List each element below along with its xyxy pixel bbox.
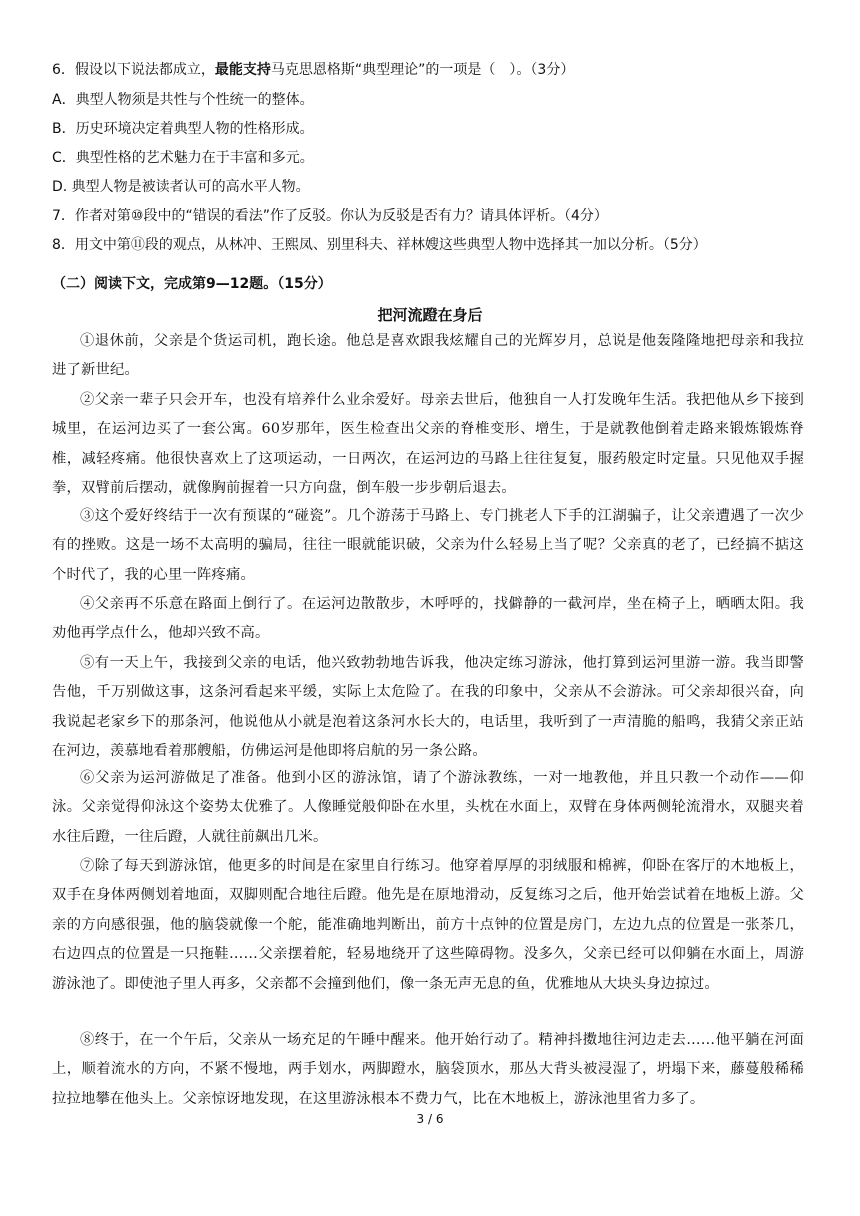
question-8: 8．用文中第⑪段的观点，从林冲、王熙凤、别里科夫、祥林嫂这些典型人物中选择其一加以分析。（5分） — [52, 237, 707, 253]
question-6-emphasis: 最能支持 — [214, 62, 271, 78]
article-title: 把河流蹬在身后 — [377, 306, 483, 324]
option-d: D. 典型人物是被读者认可的高水平人物。 — [52, 179, 310, 195]
paragraph-4: ④父亲再不乐意在路面上倒行了。在运河边散散步，木呼呼的，找僻静的一截河岸，坐在椅子上，晒晒太阳。我劝他再学点什么，他却兴致不高。 — [52, 596, 804, 642]
question-7: 7．作者对第⑩段中的“错误的看法”作了反驳。你认为反驳是否有力？请具体评析。（4分） — [52, 208, 608, 224]
option-b: B．历史环境决定着典型人物的性格形成。 — [52, 121, 314, 137]
option-c: C．典型性格的艺术魅力在于丰富和多元。 — [52, 150, 314, 166]
paragraph-3: ③这个爱好终结于一次有预谋的“碰瓷”。几个游荡于马路上、专门挑老人下手的江湖骗子，让父亲遭遇了一次少有的挫败。这是一场不太高明的骗局，往往一眼就能识破，父亲为什么轻易上当了呢？父亲真的老了，已经搞不掂这个时代了，我的心里一阵疼痛。 — [52, 508, 804, 583]
question-6-prefix: 6．假设以下说法都成立， — [52, 62, 215, 78]
question-6-suffix: 马克思恩格斯“典型理论”的一项是（ ）。（3分） — [270, 62, 575, 78]
paragraph-5: ⑤有一天上午，我接到父亲的电话，他兴致勃勃地告诉我，他决定练习游泳，他打算到运河里游一游。我当即警告他，千万别做这事，这条河看起来平缓，实际上太危险了。在我的印象中，父亲从不会游泳。可父亲却很兴奋，向我说起老家乡下的那条河，他说他从小就是泡着这条河水长大的，电话里，我听到了一声清脆的船鸣，我猜父亲正站在河边，羡慕地看着那艘船，仿佛运河是他即将启航的另一条公路。 — [52, 655, 804, 760]
page-indicator: 3 / 6 — [416, 1112, 444, 1126]
paragraph-2: ②父亲一辈子只会开车，也没有培养什么业余爱好。母亲去世后，他独自一人打发晚年生活。我把他从乡下接到城里，在运河边买了一套公寓。60岁那年，医生检查出父亲的脊椎变形、增生，于是就教他倒着走路来锻炼锻炼脊椎，减轻疼痛。他很快喜欢上了这项运动，一日两次，在运河边的马路上往往复复，服药般定时定量。只见他双手握拳，双臂前后摆动，就像胸前握着一只方向盘，倒车般一步步朝后退去。 — [52, 392, 804, 497]
section-heading: （二）阅读下文，完成第9—12题。（15分） — [52, 276, 332, 292]
paragraph-7: ⑦除了每天到游泳馆，他更多的时间是在家里自行练习。他穿着厚厚的羽绒服和棉裤，仰卧在客厅的木地板上，双手在身体两侧划着地面，双脚则配合地往后蹬。他先是在原地滑动，反复练习之后，他开始尝试着在地板上游。父亲的方向感很强，他的脑袋就像一个舵，能准确地判断出，前方十点钟的位置是房门，左边九点的位置是一张茶几，右边四点的位置是一只拖鞋……父亲摆着舵，轻易地绕开了这些障碍物。没多久，父亲已经可以仰躺在水面上，周游游泳池了。即使池子里人再多，父亲都不会撞到他们，像一条无声无息的鱼，优雅地从大块头身边掠过。 — [52, 858, 804, 992]
question-6 — [52, 60, 812, 80]
paragraph-8: ⑧终于，在一个午后，父亲从一场充足的午睡中醒来。他开始行动了。精神抖擞地往河边走去……他平躺在河面上，顺着流水的方向，不紧不慢地，两手划水，两脚蹬水，脑袋顶水，那丛大背头被浸湿了，坍塌下来，藤蔓般稀稀拉拉地攀在他头上。父亲惊讶地发现，在这里游泳根本不费力气，比在木地板上，游泳池里省力多了。 — [52, 1032, 804, 1107]
paragraph-6: ⑥父亲为运河游做足了准备。他到小区的游泳馆，请了个游泳教练，一对一地教他，并且只教一个动作——仰泳。父亲觉得仰泳这个姿势太优雅了。人像睡觉般仰卧在水里，头枕在水面上，双臂在身体两侧轮流滑水，双腿夹着水往后蹬，一往后蹬，人就往前飙出几米。 — [52, 770, 804, 845]
paragraph-1: ①退休前，父亲是个货运司机，跑长途。他总是喜欢跟我炫耀自己的光辉岁月，总说是他轰隆隆地把母亲和我拉进了新世纪。 — [52, 333, 804, 379]
option-a: A．典型人物须是共性与个性统一的整体。 — [52, 92, 314, 108]
